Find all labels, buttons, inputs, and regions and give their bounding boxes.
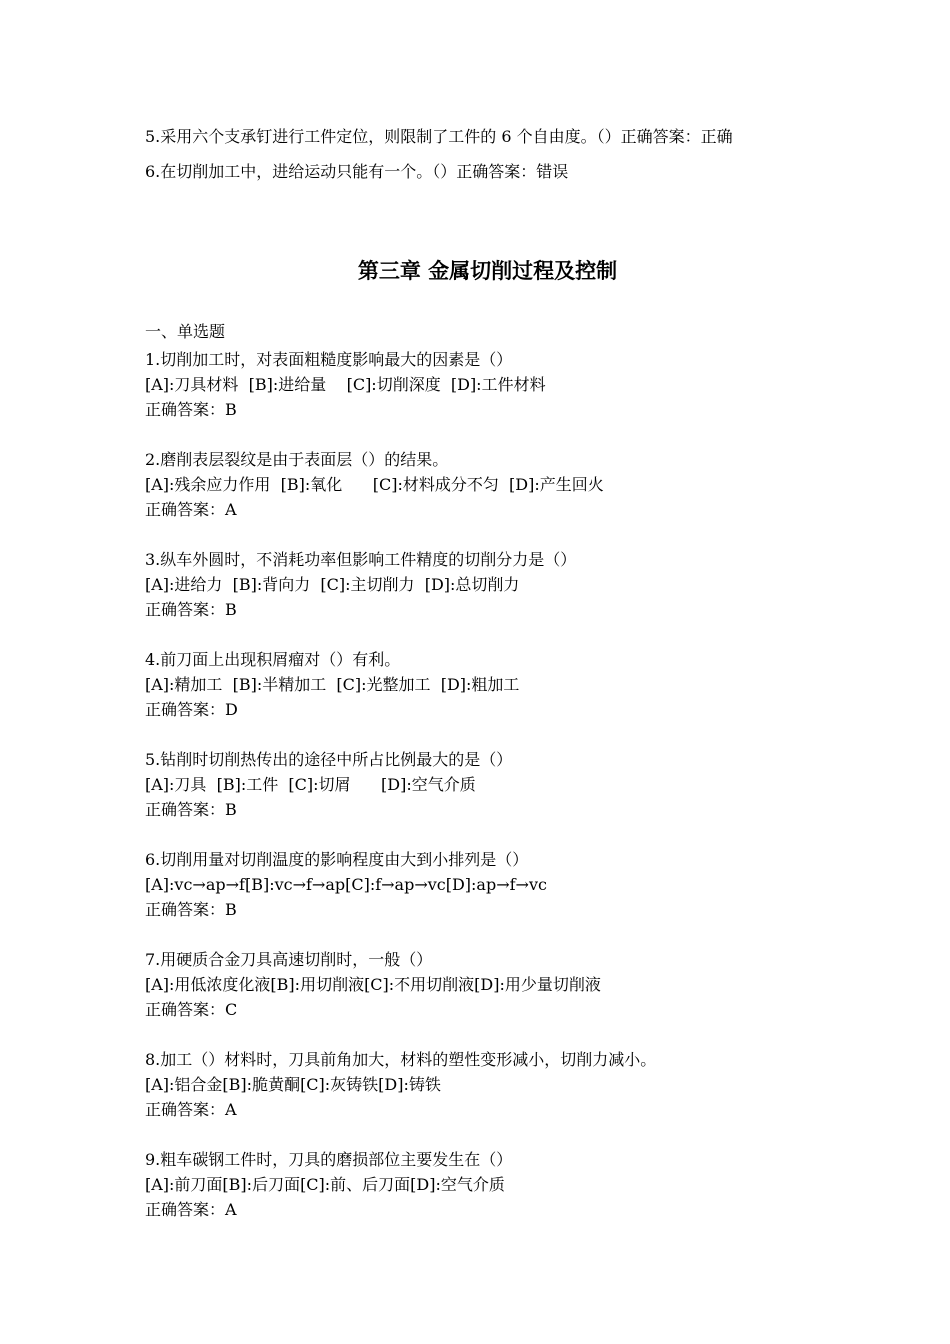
question-stem: 7.用硬质合金刀具高速切削时，一般（） [145,950,433,969]
question-answer: 正确答案：C [145,1000,238,1019]
question-stem: 4.前刀面上出现积屑瘤对（）有利。 [145,650,401,669]
question-item [145,747,905,822]
true-false-question-6: 6.在切削加工中，进给运动只能有一个。（）正确答案：错误 [145,162,569,181]
true-false-question-5: 5.采用六个支承钉进行工件定位，则限制了工件的 6 个自由度。（）正确答案：正确 [145,127,733,146]
question-stem: 2.磨削表层裂纹是由于表面层（）的结果。 [145,450,449,469]
question-answer: 正确答案：B [145,400,237,419]
question-answer: 正确答案：B [145,600,237,619]
question-options: [A]:用低浓度化液[B]:用切削液[C]:不用切削液[D]:用少量切削液 [145,975,601,994]
question-item [145,447,905,522]
question-list [145,347,905,1247]
question-item [145,547,905,622]
question-item [145,347,905,422]
question-item [145,847,905,922]
question-options: [A]:铝合金[B]:脆黄酮[C]:灰铸铁[D]:铸铁 [145,1075,441,1094]
question-answer: 正确答案：B [145,900,237,919]
chapter-title: 第三章 金属切削过程及控制 [357,259,618,283]
question-stem: 5.钻削时切削热传出的途径中所占比例最大的是（） [145,750,513,769]
question-options: [A]:前刀面[B]:后刀面[C]:前、后刀面[D]:空气介质 [145,1175,505,1194]
question-answer: 正确答案：A [145,1100,237,1119]
question-options: [A]:残余应力作用 [B]:氧化 [C]:材料成分不匀 [D]:产生回火 [145,475,604,494]
question-item [145,647,905,722]
question-options: [A]:vc→ap→f[B]:vc→f→ap[C]:f→ap→vc[D]:ap→f→vc [145,875,547,894]
question-answer: 正确答案：A [145,1200,237,1219]
question-item [145,947,905,1022]
question-answer: 正确答案：B [145,800,237,819]
question-item [145,1147,905,1222]
question-stem: 9.粗车碳钢工件时，刀具的磨损部位主要发生在（） [145,1150,513,1169]
question-options: [A]:刀具材料 [B]:进给量 [C]:切削深度 [D]:工件材料 [145,375,546,394]
question-options: [A]:精加工 [B]:半精加工 [C]:光整加工 [D]:粗加工 [145,675,520,694]
question-item [145,1047,905,1122]
question-answer: 正确答案：D [145,700,238,719]
question-options: [A]:进给力 [B]:背向力 [C]:主切削力 [D]:总切削力 [145,575,520,594]
question-stem: 6.切削用量对切削温度的影响程度由大到小排列是（） [145,850,529,869]
question-options: [A]:刀具 [B]:工件 [C]:切屑 [D]:空气介质 [145,775,476,794]
question-answer: 正确答案：A [145,500,237,519]
question-stem: 3.纵车外圆时，不消耗功率但影响工件精度的切削分力是（） [145,550,577,569]
section-heading: 一、单选题 [145,322,226,341]
question-stem: 8.加工（）材料时，刀具前角加大，材料的塑性变形减小，切削力减小。 [145,1050,657,1069]
question-stem: 1.切削加工时，对表面粗糙度影响最大的因素是（） [145,350,513,369]
